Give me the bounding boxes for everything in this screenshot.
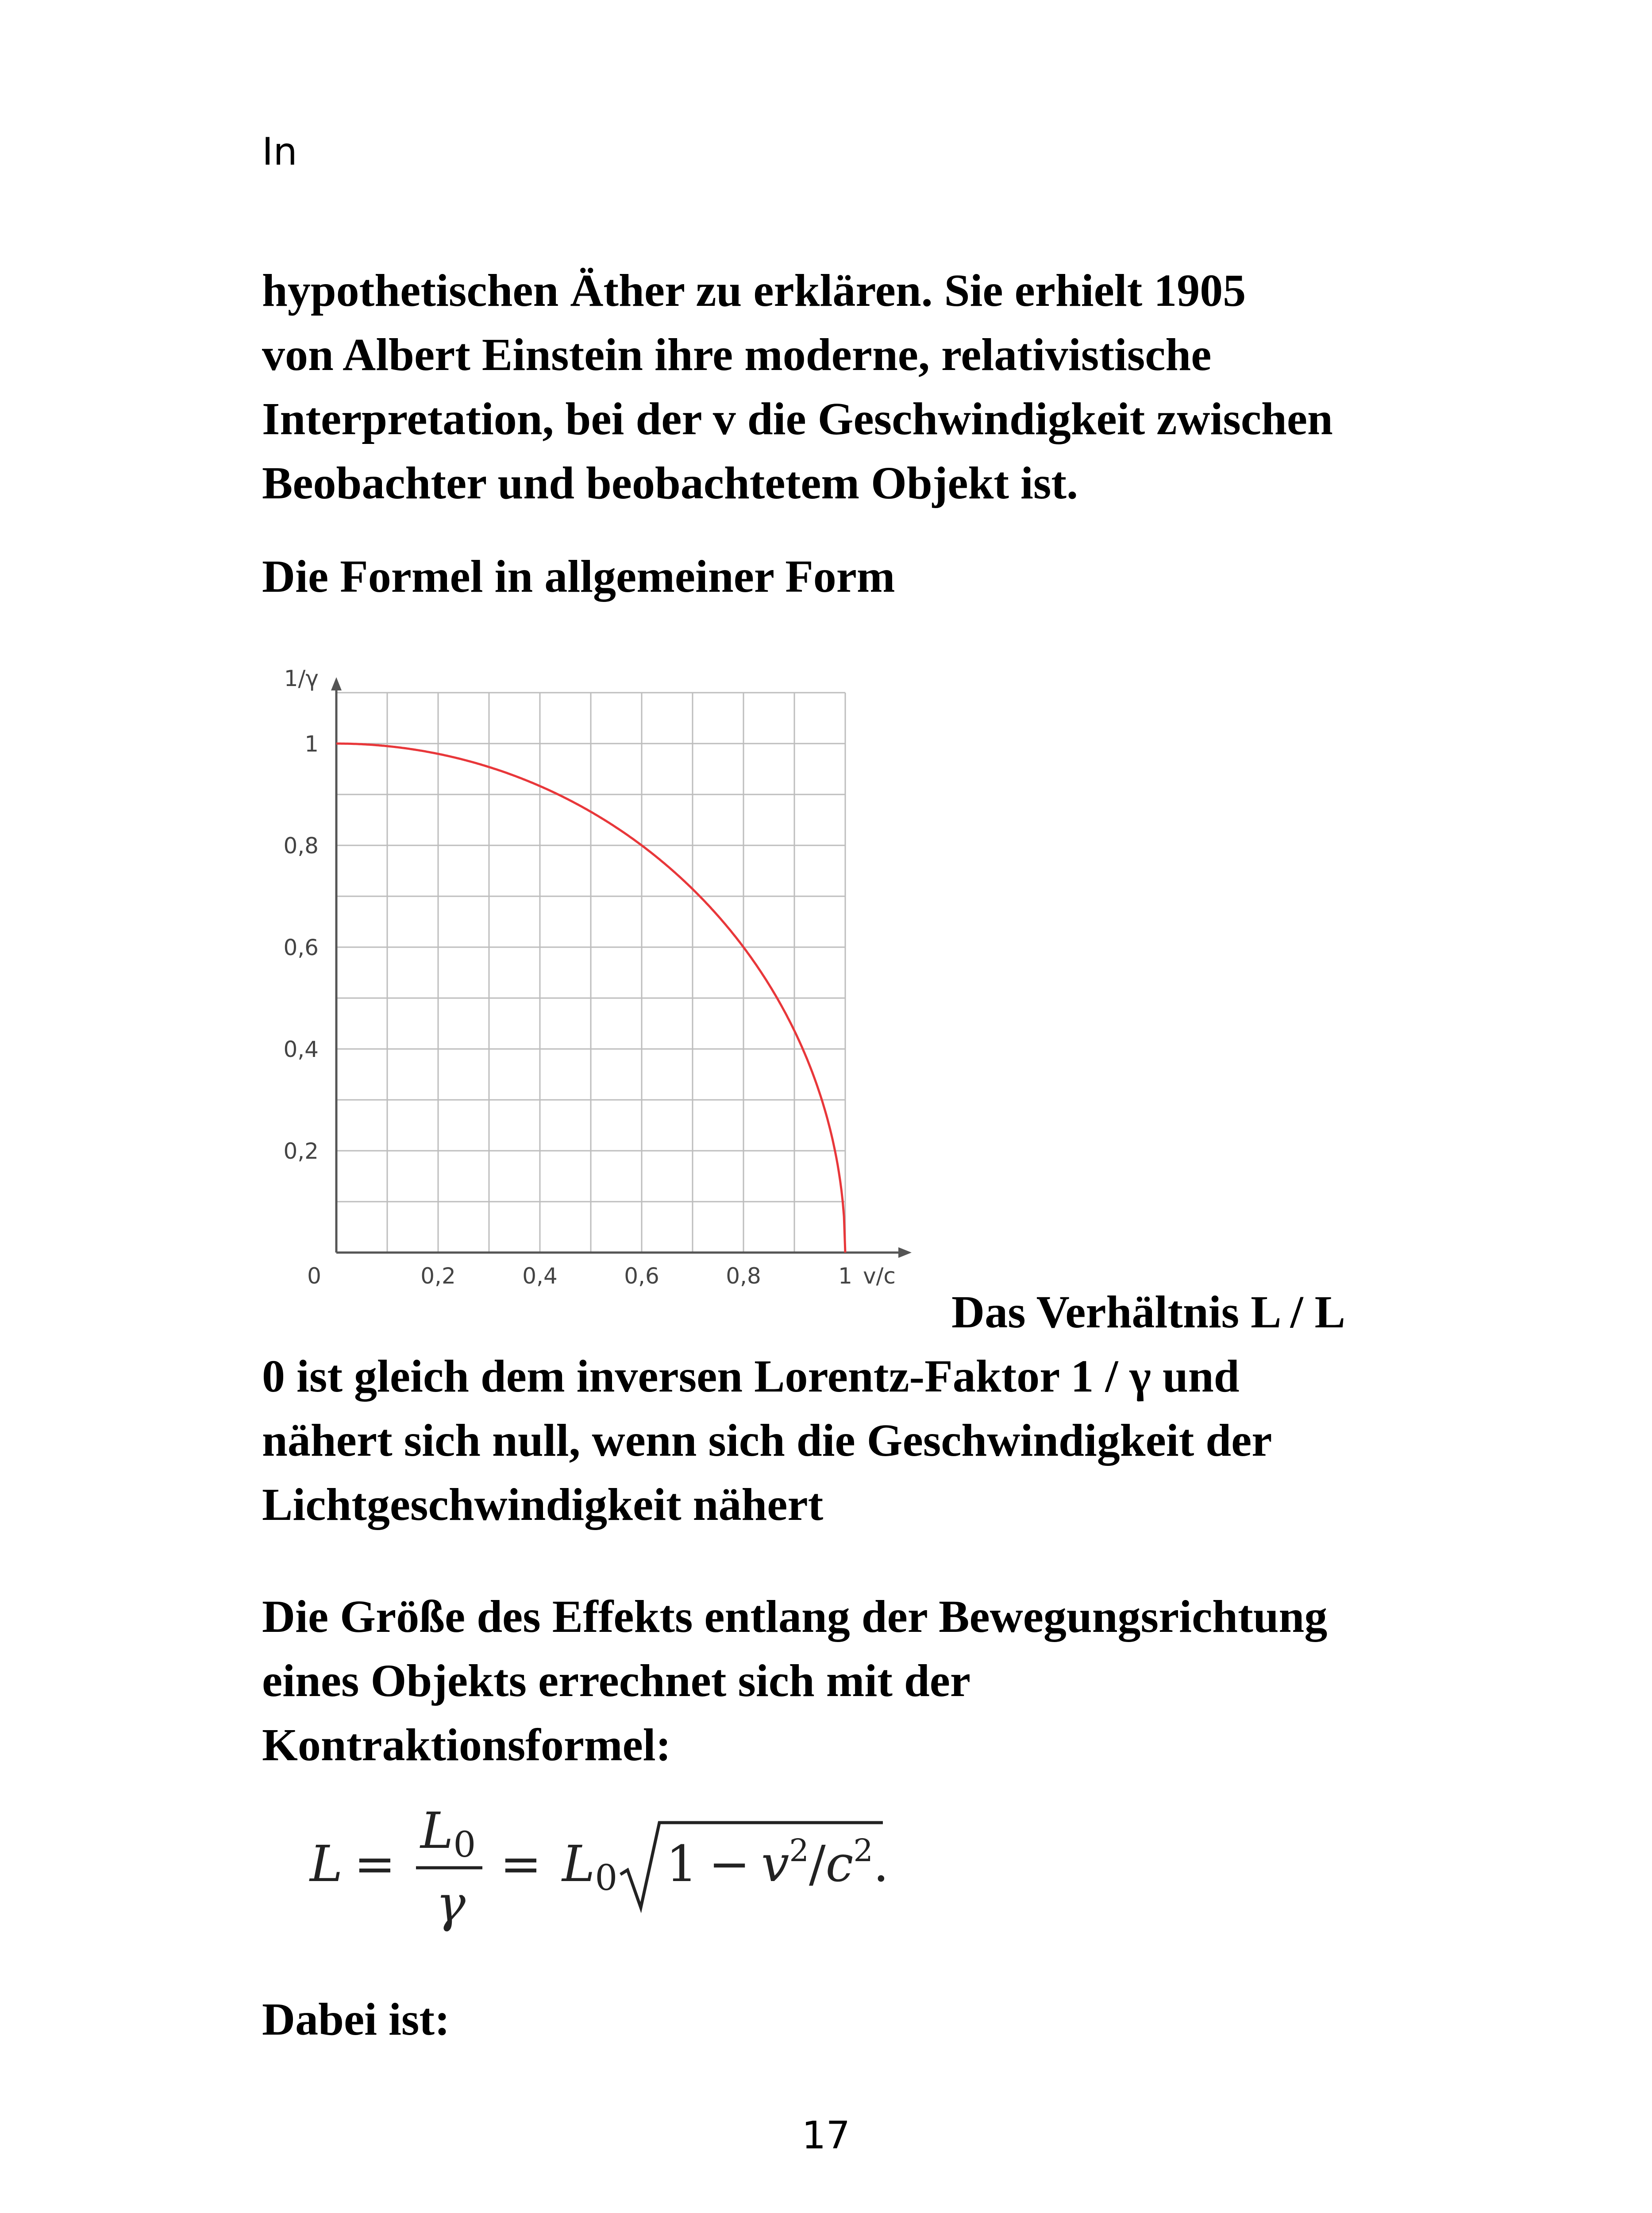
chart-caption-line-1: Das Verhältnis L / L bbox=[951, 1287, 1346, 1338]
formula-equals-2: = bbox=[500, 1835, 542, 1893]
y-tick-label: 0,2 bbox=[283, 1138, 319, 1164]
formula-c: c bbox=[825, 1835, 854, 1893]
formula-minus: − bbox=[709, 1835, 751, 1893]
x-tick-label: 0,8 bbox=[726, 1263, 761, 1289]
text-line: Lichtgeschwindigkeit nähert bbox=[262, 1479, 824, 1530]
x-axis-arrow-icon bbox=[898, 1247, 912, 1258]
text-line: Beobachter und beobachtetem Objekt ist. bbox=[262, 458, 1078, 509]
y-tick-label: 0,8 bbox=[283, 833, 319, 859]
paragraph-dabei-ist: Dabei ist: bbox=[262, 1994, 450, 2045]
y-axis-label: 1/γ bbox=[284, 666, 319, 691]
y-tick-label: 0,4 bbox=[283, 1037, 319, 1062]
formula-slash: / bbox=[809, 1835, 826, 1893]
formula-denominator: γ bbox=[436, 1875, 466, 1933]
text-line: Kontraktionsformel: bbox=[262, 1720, 671, 1770]
paragraph-contraction-formula bbox=[262, 1585, 1435, 1777]
text-line: Interpretation, bei der v die Geschwindigkeit zwischen bbox=[262, 393, 1333, 444]
y-axis-arrow-icon bbox=[331, 677, 342, 690]
text-line: eines Objekts errechnet sich mit der bbox=[262, 1655, 971, 1706]
lorentz-factor-chart bbox=[274, 659, 925, 1306]
x-axis-label: v/c bbox=[863, 1263, 896, 1289]
formula-coefficient-symbol: L bbox=[562, 1835, 595, 1893]
formula-numerator-subscript: 0 bbox=[453, 1824, 476, 1865]
chart-tick-labels bbox=[283, 666, 895, 1289]
text-line: nähert sich null, wenn sich die Geschwindigkeit der bbox=[262, 1415, 1272, 1466]
formula-v: v bbox=[761, 1835, 789, 1893]
chart-grid bbox=[336, 693, 845, 1253]
chart-caption bbox=[262, 1344, 1435, 1537]
text-line: 0 ist gleich dem inversen Lorentz-Faktor 1 / γ und bbox=[262, 1351, 1240, 1402]
text-line: hypothetischen Äther zu erklären. Sie erhielt 1905 bbox=[262, 265, 1246, 316]
text-line: von Albert Einstein ihre moderne, relativistische bbox=[262, 329, 1212, 380]
formula-numerator-symbol: L bbox=[420, 1802, 454, 1860]
formula-coefficient-subscript: 0 bbox=[595, 1857, 618, 1898]
length-contraction-formula bbox=[305, 1797, 925, 1939]
x-tick-label: 0 bbox=[307, 1263, 321, 1289]
formula-lhs: L bbox=[310, 1835, 343, 1893]
formula-coefficient bbox=[561, 1835, 617, 1898]
formula-c-exponent: 2 bbox=[853, 1832, 873, 1869]
formula-equals: = bbox=[354, 1835, 396, 1893]
y-tick-label: 0,6 bbox=[283, 935, 319, 960]
page-header: In bbox=[262, 130, 297, 174]
page-number: 17 bbox=[801, 2113, 851, 2158]
x-tick-label: 1 bbox=[838, 1263, 852, 1289]
formula-numerator bbox=[420, 1802, 476, 1865]
x-tick-label: 0,2 bbox=[420, 1263, 456, 1289]
formula-radicand bbox=[666, 1832, 889, 1893]
chart-axes bbox=[331, 677, 912, 1258]
x-tick-label: 0,6 bbox=[624, 1263, 659, 1289]
text-line: Die Größe des Effekts entlang der Bewegungsrichtung bbox=[262, 1591, 1328, 1642]
formula-v-exponent: 2 bbox=[789, 1832, 809, 1869]
formula-period: . bbox=[873, 1835, 889, 1893]
y-tick-label: 1 bbox=[304, 731, 319, 757]
x-tick-label: 0,4 bbox=[522, 1263, 558, 1289]
formula-one: 1 bbox=[666, 1835, 698, 1893]
paragraph-aether-einstein bbox=[262, 258, 1435, 515]
paragraph-formula-intro: Die Formel in allgemeiner Form bbox=[262, 551, 895, 602]
